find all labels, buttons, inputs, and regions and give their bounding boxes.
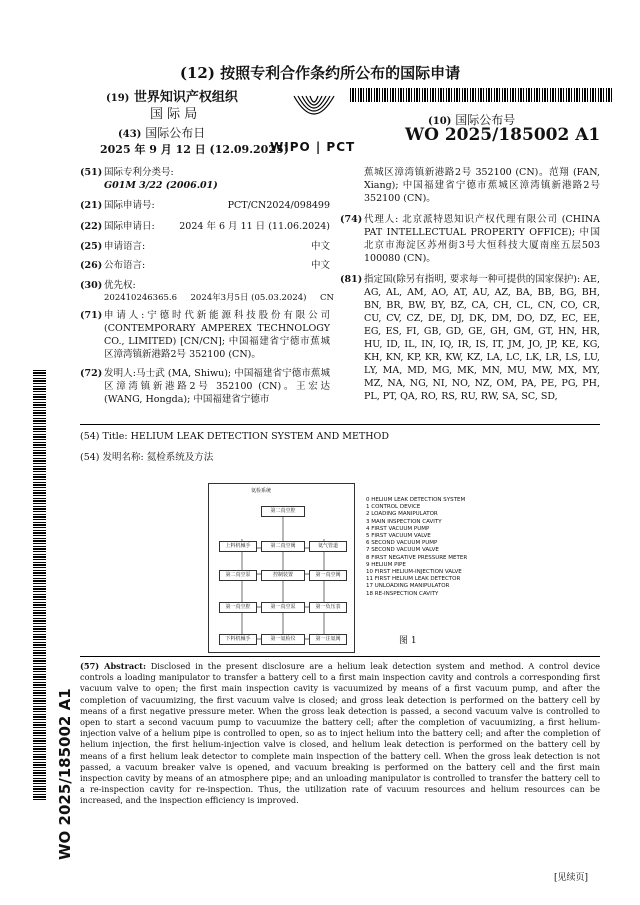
diagram-box: 第一真空腔 xyxy=(219,602,257,613)
field-code: (25) xyxy=(80,241,103,252)
field-ipc xyxy=(80,166,330,194)
legend-item: 2 LOADING MANIPULATOR xyxy=(366,511,438,518)
field-designated-states xyxy=(340,273,600,402)
divider xyxy=(80,424,600,425)
diagram-box: 第一真空泵 xyxy=(261,602,305,613)
legend-item: 4 FIRST VACUUM PUMP xyxy=(366,525,430,532)
field-app-date xyxy=(80,220,330,234)
legend-item: 10 FIRST HELIUM-INJECTION VALVE xyxy=(366,569,462,576)
field-value: 代理人: 北京派特恩知识产权代理有限公司 (CHINA PAT INTELLECTUAL PROPERTY OFFICE); 中国北京市海淀区苏州街3号大恒科技大厦南座五层503 100080 (CN)。 xyxy=(364,214,600,264)
legend-item: 3 MAIN INSPECTION CAVITY xyxy=(366,518,442,525)
field-value: 宁德时代新能源科技股份有限公司 (CONTEMPORARY AMPEREX TECHNOLOGY CO., LIMITED) [CN/CN]; 中国福建省宁德市蕉城区漳湾镇新港路2号 352100 (CN)。 xyxy=(104,310,330,360)
abstract xyxy=(80,661,600,807)
field-label: 优先权: xyxy=(104,280,136,291)
continued-note: [见续页] xyxy=(554,873,589,883)
field-value: 202410246365.6 2024年3月5日 (05.03.2024) CN xyxy=(104,293,334,303)
side-number: WO 2025/185002 A1 xyxy=(56,688,74,860)
figure-diagram xyxy=(208,483,355,653)
pub-date-label-text: 国际公布日 xyxy=(145,126,206,140)
org-sub: 国 际 局 xyxy=(150,107,198,122)
abstract-text: Disclosed in the present disclosure are a helium leak detection system and method. A control device controls a loading manipulator to transfer a battery cell to a first main inspection cavity and controls a corresponding first vacuum valve to open; the first main inspection cavity is vacuumized by means of a first vacuum pump, and after the completion of vacuumizing, the first vacuum valve is closed; and gross leak detection is performed on the battery cell by means of a first negative pressure meter. When the gross leak detection is passed, a second vacuum valve is controlled to open to start a second vacuum pump to vacuumize the battery cell; after the completion of vacuumizing, a first helium-injection valve of a helium pipe is controlled to open, so as to inject helium into the battery cell; and after the completion of helium injection, the first helium-injection valve is closed, and helium leak detection is performed on the battery cell by means of a first helium leak detector to complete main inspection of the battery cell. When the gross leak detection is not passed, a vacuum breaker valve is opened, and vacuum breaking is performed on the battery cell and the first main inspection cavity by means of an atmosphere pipe; and an unloading manipulator is controlled to transfer the battery cell to a re-inspection cavity for re-inspection. Thus, the utilization rate of vacuum resources and helium resources can be increased, and the inspection efficiency is improved. xyxy=(80,661,600,806)
legend-item: 5 FIRST VACUUM VALVE xyxy=(366,533,431,540)
diagram-box: 第二真空泵 xyxy=(219,570,257,581)
diagram-box: 上料机械手 xyxy=(219,541,257,552)
field-app-no xyxy=(80,199,330,213)
pub-date-code: (43) xyxy=(118,129,142,140)
diagram-box: 控制装置 xyxy=(261,570,305,581)
legend-item: 6 SECOND VACUUM PUMP xyxy=(366,540,438,547)
wipo-logo-icon xyxy=(286,94,342,140)
legend-item: 18 RE-INSPECTION CAVITY xyxy=(366,590,439,597)
figure-label: 图 1 xyxy=(399,636,417,646)
field-code: (71) xyxy=(80,310,103,321)
field-code: (74) xyxy=(340,214,363,225)
legend-item: 8 FIRST NEGATIVE PRESSURE METER xyxy=(366,554,468,561)
barcode xyxy=(350,88,612,102)
field-applicant xyxy=(80,309,330,361)
field-code: (81) xyxy=(340,274,363,285)
legend-item: 0 HELIUM LEAK DETECTION SYSTEM xyxy=(366,497,466,503)
org-code: (19) xyxy=(106,93,130,104)
field-value: 2024 年 6 月 11 日 (11.06.2024) xyxy=(179,221,330,232)
diagram-top-label: 氦检系统 xyxy=(251,488,272,494)
diagram-box: 第一注氦阀 xyxy=(309,634,347,645)
field-value: 中文 xyxy=(310,241,330,252)
divider xyxy=(80,656,600,657)
field-code: (51) xyxy=(80,167,103,178)
field-inventors xyxy=(80,367,330,407)
diagram-box: 第一真空阀 xyxy=(309,570,347,581)
pub-number: WO 2025/185002 A1 xyxy=(405,125,601,145)
diagram-box: 第二真空阀 xyxy=(261,541,305,552)
inventors-continued: 蕉城区漳湾镇新港路2号 352100 (CN)。范翔 (FAN, Xiang); 中国福建省宁德市蕉城区漳湾镇新港路2号 352100 (CN)。 xyxy=(364,167,600,204)
legend-item: 9 HELIUM PIPE xyxy=(366,561,406,568)
field-filing-lang xyxy=(80,240,330,254)
field-code: (21) xyxy=(80,200,103,211)
legend-item: 17 UNLOADING MANIPULATOR xyxy=(366,583,450,590)
field-label: 国际申请日: xyxy=(104,221,155,232)
pub-date-label xyxy=(118,124,205,141)
field-priority xyxy=(80,279,334,305)
field-pub-lang xyxy=(80,259,330,273)
field-code: (22) xyxy=(80,221,103,232)
abstract-label: (57) Abstract: xyxy=(80,661,146,671)
field-label: 国际申请号: xyxy=(104,200,155,211)
legend-item: 7 SECOND VACUUM VALVE xyxy=(366,547,439,554)
field-label: 申请语言: xyxy=(104,241,146,252)
document-title: (12) 按照专利合作条约所公布的国际申请 xyxy=(179,64,461,82)
org-name-text: 世界知识产权组织 xyxy=(133,90,238,105)
diagram-box: 第二真空腔 xyxy=(261,506,305,517)
field-value: PCT/CN2024/098499 xyxy=(227,200,330,211)
legend-item: 1 CONTROL DEVICE xyxy=(366,504,421,511)
field-label: 公布语言: xyxy=(104,260,146,271)
diagram-box: 下料机械手 xyxy=(219,634,257,645)
field-label: 发明人: xyxy=(104,368,136,379)
field-value: G01M 3/22 (2006.01) xyxy=(104,180,218,191)
field-value: 中文 xyxy=(310,260,330,271)
diagram-box: 第一负压表 xyxy=(309,602,347,613)
title-zh: (54) 发明名称: 氦检系统及方法 xyxy=(80,452,214,463)
logo-text: WIPO | PCT xyxy=(270,140,356,154)
field-value: 指定国(除另有指明, 要求每一种可提供的国家保护): AE, AG, AL, AM, AO, AT, AU, AZ, BA, BB, BG, BH, BN, BR, BW, BY, BZ, CA, CH, CL, CN, CO, CR, CU, CV, CZ, DE, DJ, DK, DM, DO, DZ, EC, EE, EG, ES, FI, GB, GD, GE, GH, GM, GT, HN, HR, HU, ID, IL, IN, IQ, IR, IS, IT, JM, JO, JP, KE, KG, KH, KN, KP, KR, KW, KZ, LA, LC, LK, LR, LS, LU, LY, MA, MD, MG, MK, MN, MU, MW, MX, MY, MZ, NA, NG, NI, NO, NZ, OM, PA, PE, PG, PH, PL, PT, QA, RO, RS, RU, RW, SA, SC, SD, xyxy=(364,274,600,402)
field-code: (72) xyxy=(80,368,103,379)
title-en: (54) Title: HELIUM LEAK DETECTION SYSTEM AND METHOD xyxy=(80,431,389,442)
legend-item: 11 FIRST HELIUM LEAK DETECTOR xyxy=(366,576,461,583)
field-code: (30) xyxy=(80,280,103,291)
diagram-box: 氦气管道 xyxy=(309,541,347,552)
pub-date-value: 2025 年 9 月 12 日 (12.09.2025) xyxy=(100,143,289,156)
field-agent xyxy=(340,213,600,265)
pub-no-code: (10) xyxy=(428,116,452,127)
field-label: 国际专利分类号: xyxy=(104,167,174,178)
field-code: (26) xyxy=(80,260,103,271)
pub-no-label-text: 国际公布号 xyxy=(455,113,516,127)
diagram-legend xyxy=(366,497,467,598)
field-label: 申请人: xyxy=(104,310,145,321)
side-barcode xyxy=(33,370,46,800)
field-value: 马士武 (MA, Shiwu); 中国福建省宁德市蕉城区漳湾镇新港路2号 352100 (CN)。王宏达 (WANG, Hongda); 中国福建省宁德市 xyxy=(104,368,330,405)
diagram-box: 第一氦检仪 xyxy=(261,634,305,645)
